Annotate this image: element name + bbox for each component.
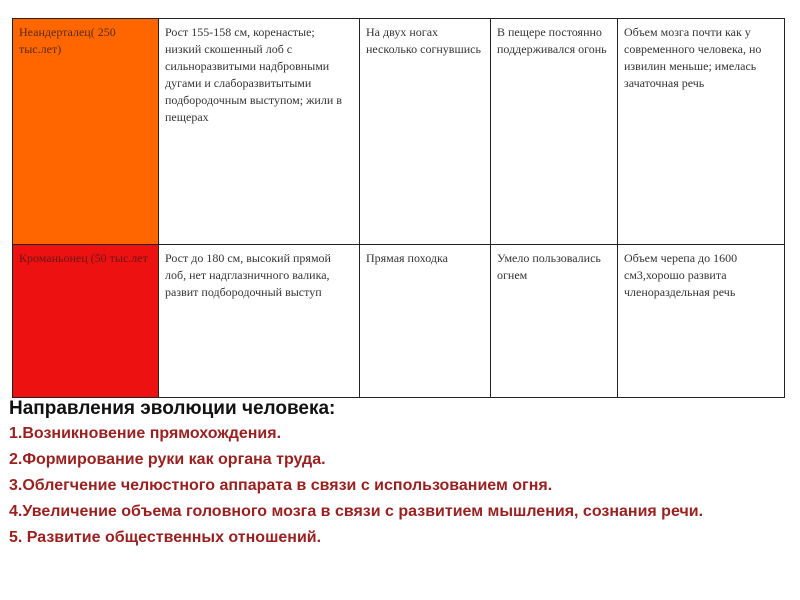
table-row-neanderthal	[13, 19, 785, 245]
directions-heading: Направления эволюции человека:	[9, 398, 336, 419]
locomotion-cell: На двух ногах несколько согнувшись	[360, 19, 491, 245]
table-row-cromagnon	[13, 245, 785, 398]
direction-item-2: 2.Формирование руки как органа труда.	[9, 451, 326, 468]
direction-item-1: 1.Возникновение прямохождения.	[9, 425, 282, 442]
direction-item-3: 3.Облегчение челюстного аппарата в связи с использованием огня.	[9, 477, 553, 494]
evolution-directions	[9, 396, 799, 551]
brain-cell: Объем черепа до 1600 см3,хорошо развита членораздельная речь	[618, 245, 785, 398]
era-cell: Неандерталец( 250 тыс.лет)	[13, 19, 159, 245]
direction-item-5: 5. Развитие общественных отношений.	[9, 529, 322, 546]
appearance-cell: Рост до 180 см, высокий прямой лоб, нет надглазничного валика, развит подбородочный выступ	[159, 245, 360, 398]
evolution-table	[12, 18, 785, 398]
locomotion-cell: Прямая походка	[360, 245, 491, 398]
fire-cell: Умело пользовались огнем	[491, 245, 618, 398]
appearance-cell: Рост 155-158 см, коренастые; низкий скошенный лоб с сильноразвитыми надбровными дугами и слаборазвитытыми подбородочным выступом; жили в пещерах	[159, 19, 360, 245]
era-cell: Кроманьонец (50 тыс.лет	[13, 245, 159, 398]
direction-item-4: 4.Увеличение объема головного мозга в связи с развитием мышления, сознания речи.	[9, 503, 704, 520]
fire-cell: В пещере постоянно поддерживался огонь	[491, 19, 618, 245]
brain-cell: Объем мозга почти как у современного человека, но извилин меньше; имелась зачаточная речь	[618, 19, 785, 245]
